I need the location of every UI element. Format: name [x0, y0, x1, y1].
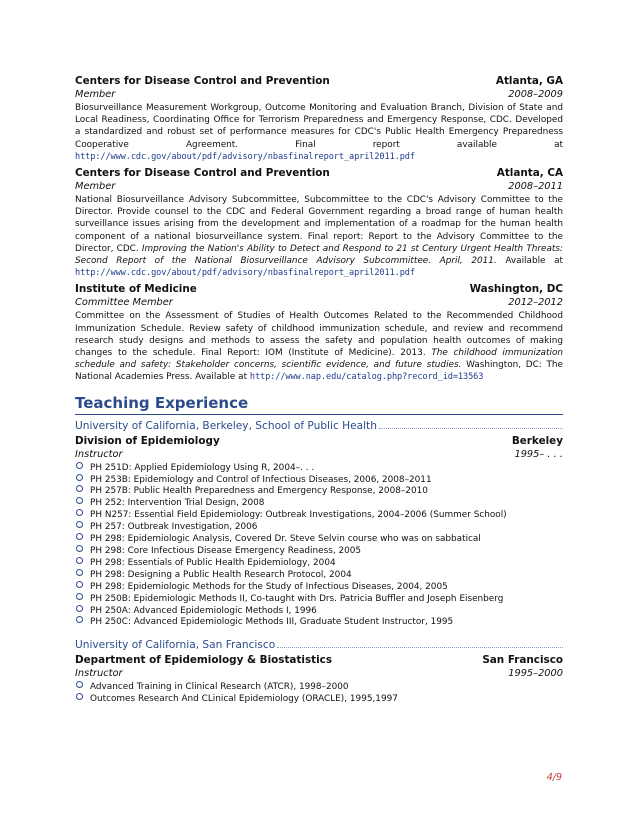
- course-label: PH 298: Epidemiologic Analysis, Covered Dr. Steve Selvin course who was on sabbatical: [90, 534, 481, 545]
- course-item: [75, 570, 563, 582]
- description-text: National Biosurveillance Advisory Subcommittee, Subcommittee to the CDC's Advisory Committee to the Director. Provide counsel to the CDC and Federal Government regarding a broad range of human health surveillance issues arising from the development and implementation of a roadmap for the human health component of a national biosurveillance system. Final report: Report to the Advisory Committee to the Director, CDC.: [75, 195, 563, 254]
- course-label: PH 250A: Advanced Epidemiologic Methods I, 1996: [90, 605, 317, 616]
- org-location: Washington, DC: [469, 283, 563, 296]
- org-name: Centers for Disease Control and Prevention: [75, 75, 330, 87]
- course-label: Advanced Training in Clinical Research (ATCR), 1998–2000: [90, 682, 349, 693]
- description-text: Biosurveillance Measurement Workgroup, Outcome Monitoring and Evaluation Branch, Division of State and Local Readiness, Coordinating Office for Terrorism Preparedness and Emergency Response, CDC. Developed a standardized and robust set of performance measures for CDC's Public Health Emergency Preparedness Cooperative Agreement. Final report available at: [75, 103, 563, 150]
- org-location: Atlanta, GA: [495, 75, 563, 87]
- course-label: PH 298: Designing a Public Health Research Protocol, 2004: [90, 569, 352, 580]
- org-location: Atlanta, CA: [496, 167, 563, 180]
- course-label: PH 298: Epidemiologic Methods for the Study of Infectious Diseases, 2004, 2005: [90, 581, 448, 592]
- entry-description: [75, 194, 563, 279]
- course-item: [75, 486, 563, 498]
- course-label: PH 250C: Advanced Epidemiologic Methods III, Graduate Student Instructor, 1995: [90, 617, 454, 628]
- description-text: Committee on the Assessment of Studies of Health Outcomes Related to the Recommended Childhood Immunization Schedule. Review safety of childhood immunization schedule, and review and recommend research study designs and methods to assess the safety and population health outcomes of making changes to the schedule. Final Report: IOM (Institute of Medicine). 2013.: [75, 311, 563, 359]
- course-label: PH 257B: Public Health Preparedness and Emergency Response, 2008–2010: [90, 486, 428, 497]
- course-label: PH 257: Outbreak Investigation, 2006: [90, 522, 258, 533]
- role-title: Instructor: [75, 668, 123, 680]
- institution-heading: [75, 418, 563, 434]
- course-item: [75, 617, 563, 629]
- service-entry: [75, 166, 563, 279]
- course-item: [75, 582, 563, 594]
- course-item: [75, 463, 563, 475]
- department-name: Department of Epidemiology & Biostatistics: [75, 654, 333, 667]
- institution-heading: [75, 637, 563, 653]
- course-item: [75, 594, 563, 606]
- report-link[interactable]: http://www.cdc.gov/about/pdf/advisory/nbasfinalreport_april2011.pdf: [75, 268, 415, 279]
- course-label: PH 252: Intervention Trial Design, 2008: [90, 498, 265, 509]
- course-item: [75, 606, 563, 618]
- bullet-circle-icon: [76, 616, 83, 623]
- department-name: Division of Epidemiology: [75, 434, 220, 447]
- bullet-circle-icon: [76, 605, 83, 612]
- report-title: The childhood immunization schedule and safety: Stakeholder concerns, scientific evidence, and future studies.: [75, 348, 563, 371]
- department-location: San Francisco: [482, 654, 563, 667]
- bullet-circle-icon: [76, 462, 83, 469]
- bullet-circle-icon: [76, 545, 83, 552]
- course-label: PH 250B: Epidemiologic Methods II, Co-taught with Drs. Patricia Buffler and Joseph Eisenberg: [90, 593, 504, 604]
- course-item: [75, 682, 563, 694]
- course-item: [75, 546, 563, 558]
- role-title: Instructor: [75, 448, 123, 460]
- role-title: Member: [75, 89, 116, 100]
- course-item: [75, 558, 563, 570]
- bullet-circle-icon: [76, 521, 83, 528]
- description-text: Available at: [505, 256, 563, 267]
- bullet-circle-icon: [76, 474, 83, 481]
- org-name: Centers for Disease Control and Prevention: [75, 167, 330, 180]
- course-label: PH 298: Core Infectious Disease Emergency Readiness, 2005: [90, 546, 362, 556]
- date-range: 1995– . . .: [514, 448, 563, 460]
- course-list: [75, 463, 563, 630]
- bullet-circle-icon: [76, 533, 83, 540]
- bullet-circle-icon: [76, 485, 83, 492]
- date-range: 1995–2000: [508, 668, 563, 680]
- bullet-circle-icon: [76, 581, 83, 588]
- service-entry: [75, 282, 563, 383]
- course-item: [75, 475, 563, 487]
- bullet-circle-icon: [76, 509, 83, 516]
- entry-description: [75, 310, 563, 383]
- course-list: [75, 682, 563, 706]
- department-location: Berkeley: [511, 434, 563, 447]
- course-item: [75, 522, 563, 534]
- bullet-circle-icon: [76, 497, 83, 504]
- role-title: Committee Member: [75, 297, 173, 309]
- dotted-leader: [277, 637, 563, 648]
- page-number: 4/9: [546, 772, 562, 783]
- course-label: PH 251D: Applied Epidemiology Using R, 2004–. . .: [90, 462, 315, 473]
- institution-name: University of California, San Francisco: [75, 639, 276, 652]
- cv-page: [75, 74, 563, 706]
- bullet-circle-icon: [76, 681, 83, 688]
- institution-name: University of California, Berkeley, School of Public Health: [75, 419, 377, 432]
- course-label: PH N257: Essential Field Epidemiology: Outbreak Investigations, 2004–2006 (Summer School): [90, 510, 507, 521]
- section-heading: Teaching Experience: [75, 394, 563, 415]
- course-item: [75, 510, 563, 522]
- bullet-circle-icon: [76, 593, 83, 600]
- bullet-circle-icon: [76, 693, 83, 700]
- date-range: 2008–2009: [508, 89, 563, 100]
- org-name: Institute of Medicine: [75, 283, 197, 296]
- course-label: Outcomes Research And CLinical Epidemiology (ORACLE), 1995,1997: [90, 694, 398, 705]
- course-item: [75, 694, 563, 706]
- course-label: PH 253B: Epidemiology and Control of Infectious Diseases, 2006, 2008–2011: [90, 474, 432, 485]
- entry-description: [75, 102, 563, 163]
- report-title: Improving the Nation's Ability to Detect and Respond to 21 st Century Urgent Health Threats: Second Report of the National Biosurveillance Advisory Subcommittee. April, 2011.: [75, 243, 564, 267]
- dotted-leader: [379, 418, 563, 429]
- date-range: 2012–2012: [508, 297, 563, 309]
- bullet-circle-icon: [76, 557, 83, 564]
- service-entry: [75, 74, 563, 163]
- bullet-circle-icon: [76, 569, 83, 576]
- report-link[interactable]: http://www.nap.edu/catalog.php?record_id=13563: [249, 372, 484, 383]
- report-link[interactable]: http://www.cdc.gov/about/pdf/advisory/nbasfinalreport_april2011.pdf: [75, 151, 415, 162]
- course-item: [75, 498, 563, 510]
- description-text: Washington, DC: The National Academies Press. Available at: [75, 360, 563, 383]
- course-label: PH 298: Essentials of Public Health Epidemiology, 2004: [90, 557, 336, 568]
- course-item: [75, 534, 563, 546]
- date-range: 2008–2011: [508, 181, 563, 193]
- role-title: Member: [75, 181, 116, 193]
